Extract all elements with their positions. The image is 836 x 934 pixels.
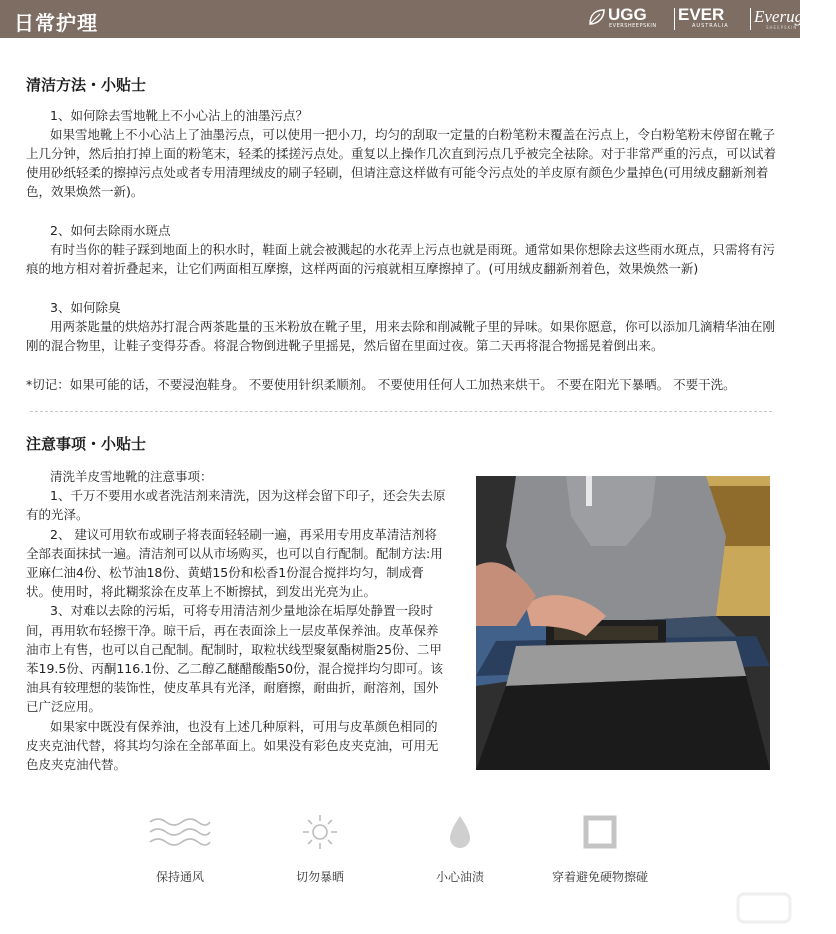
watermark (732, 888, 796, 928)
section-divider (30, 411, 772, 412)
tip-answer: 如果雪地靴上不小心沾上了油墨污点，可以使用一把小刀，均匀的刮取一定量的白粉笔粉末覆盖在污点上，令白粉笔粉末停留在靴子上几分钟，然后拍打掉上面的粉笔末，轻柔的揉搓污点处。重复以上操作几次直到污点几乎被完全祛除。对于非常严重的污点，可以试着使用砂纸轻柔的擦掉污点处或者专用清理绒皮的刷子轻刷，但请注意这样做有可能令污点处的羊皮原有颜色少量掉色(可用绒皮翻新剂着色，效果焕然一新)。 (26, 127, 777, 199)
care-label: 保持通风 (155, 870, 204, 884)
note-item: 3、对难以去除的污垢，可将专用清洁剂少量地涂在垢厚处静置一段时间，再用软布轻擦干净。晾干后，再在表面涂上一层皮革保养油。皮革保养油市上有售，也可以自己配制。配制时，取粒状线型聚氨酯树脂25份、二甲苯19.5份、丙酮116.1份、乙二醇乙醚醋酸酯50份，混合搅拌均匀即可。该油具有较理想的装饰性，使皮革具有光泽，耐磨擦，耐曲折，耐溶剂，国外已广泛应用。 (26, 603, 444, 715)
note-item: 2、 建议可用软布或刷子将表面轻轻刷一遍，再采用专用皮革清洁剂将全部表面抹拭一遍。清洁剂可以从市场购买，也可以自行配制。配制方法:用亚麻仁油4份、松节油18份、黄蜡15份和松香1份混合搅拌均匀，制成膏状。使用时，将此糊浆涂在皮革上不断擦拭，到发出光亮为止。 (26, 526, 443, 600)
cleaning-tip-3 (26, 298, 778, 355)
tip-answer: 用两茶匙量的烘焙苏打混合两茶匙量的玉米粉放在靴子里，用来去除和削减靴子里的异味。如果你愿意，你可以添加几滴精华油在刚刚的混合物里，让鞋子变得芬香。将混合物倒进靴子里摇晃，然后留在里面过夜。第二天再将混合物摇晃着倒出来。 (26, 319, 776, 353)
care-label: 小心油渍 (435, 870, 484, 884)
leaf-icon (588, 8, 606, 26)
ugg-logo-text: UGG (608, 5, 647, 24)
tip-question: 2、如何去除雨水斑点 (50, 223, 171, 238)
note-item: 如果家中既没有保养油，也没有上述几种原料，可用与皮革颜色相同的皮夹克油代替，将其均匀涂在全部革面上。如果没有彩色皮夹克油，可用无色皮夹克油代替。 (26, 718, 439, 773)
header-bar (0, 0, 812, 38)
sun-icon (300, 812, 340, 852)
notes-intro: 清洗羊皮雪地靴的注意事项： (50, 469, 213, 484)
caution-note: *切记：如果可能的话，不要浸泡鞋身。 不要使用针织柔顺剂。 不要使用任何人工加热来烘干。 不要在阳光下暴晒。 不要干洗。 (26, 377, 736, 392)
care-item-oil (390, 812, 530, 885)
watermark-mark (732, 888, 796, 928)
care-item-no-sun (250, 812, 390, 885)
care-label: 穿着避免硬物擦碰 (551, 870, 648, 884)
notes-body (26, 467, 448, 774)
everugg-logo-text: Everugg (754, 7, 812, 26)
cleaning-photo (476, 476, 770, 770)
care-label: 切勿暴晒 (295, 870, 344, 884)
page-title: 日常护理 (14, 11, 98, 35)
photo-illustration (476, 476, 770, 770)
tip-answer: 有时当你的鞋子踩到地面上的积水时，鞋面上就会被溅起的水花弄上污点也就是雨斑。通常如果你想除去这些雨水斑点，只需将有污痕的地方相对着折叠起来，让它们两面相互摩擦，这样两面的污痕就相互摩擦掉了。(可用绒皮翻新剂着色，效果焕然一新) (26, 242, 776, 276)
notes-section-title: 注意事项・小贴士 (26, 435, 147, 453)
ever-logo-text: EVER (678, 5, 725, 24)
everugg-logo-subtext: SHEEPSKIN (766, 25, 798, 30)
cleaning-section-title: 清洁方法・小贴士 (26, 76, 147, 94)
note-item: 1、千万不要用水或者洗洁剂来清洗，因为这样会留下印子，还会失去原有的光泽。 (26, 488, 446, 523)
ever-logo-subtext: AUSTRALIA (692, 23, 729, 29)
care-item-avoid-hard-objects (530, 812, 670, 885)
ugg-logo-subtext: EVERSHEEPSKIN (609, 23, 657, 29)
ugg-logo (588, 6, 672, 32)
waves-icon (148, 812, 212, 852)
logo-divider (674, 8, 675, 30)
tip-question: 3、如何除臭 (50, 300, 121, 315)
cleaning-tip-2 (26, 221, 778, 278)
square-frame-icon (580, 812, 620, 852)
tip-question: 1、如何除去雪地靴上不小心沾上的油墨污点？ (50, 108, 308, 123)
cleaning-tip-1 (26, 106, 778, 201)
drop-icon (445, 812, 475, 852)
logo-divider (750, 8, 751, 30)
care-icons-row (0, 812, 800, 892)
care-item-ventilation (110, 812, 250, 885)
